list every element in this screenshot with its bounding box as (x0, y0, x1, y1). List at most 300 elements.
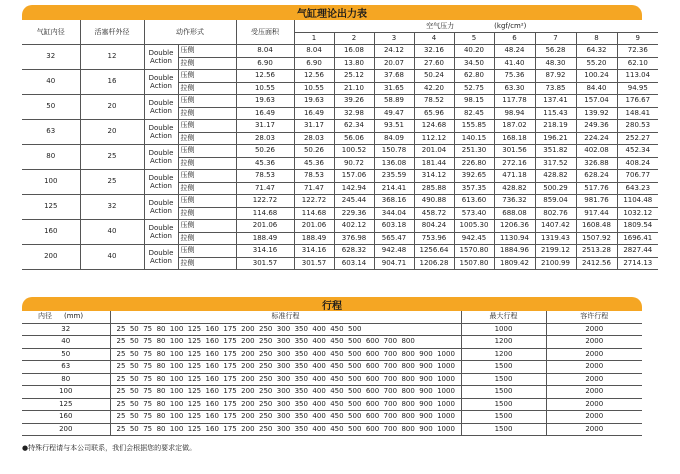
action-cell (144, 170, 178, 195)
table-row (22, 423, 642, 436)
stroke-max-cell: 1500 (461, 398, 546, 411)
pull-value: 565.47 (374, 232, 414, 245)
stroke-max-cell: 1500 (461, 373, 546, 386)
push-value: 137.41 (535, 95, 576, 108)
table-row (22, 386, 642, 399)
push-value: 78.53 (236, 170, 294, 183)
pull-value: 114.68 (236, 207, 294, 220)
push-value: 62.34 (334, 120, 374, 133)
pull-value: 55.20 (576, 57, 617, 70)
pull-value: 229.36 (334, 207, 374, 220)
stroke-allow-cell: 2000 (546, 336, 642, 349)
push-side-label: 压侧 (178, 145, 236, 158)
push-value: 122.72 (236, 195, 294, 208)
table-row (22, 411, 642, 424)
table-row (22, 45, 658, 58)
stroke-header-standard: 标准行程 (110, 311, 461, 323)
stroke-table-title: 行程 (22, 297, 642, 311)
pull-value: 2412.56 (576, 257, 617, 270)
push-value: 12.56 (236, 70, 294, 83)
push-value: 31.17 (294, 120, 334, 133)
rod-cell: 40 (80, 245, 144, 270)
action-word: Action (150, 207, 172, 215)
pull-value: 16.49 (236, 107, 294, 120)
push-value: 56.28 (535, 45, 576, 58)
rod-cell: 25 (80, 145, 144, 170)
pull-value: 168.18 (494, 132, 535, 145)
force-header-row (22, 20, 658, 33)
pull-value: 16.49 (294, 107, 334, 120)
stroke-bore-unit: (mm) (64, 312, 84, 320)
table-row (22, 170, 658, 183)
pull-value: 98.94 (494, 107, 535, 120)
pull-value: 48.30 (535, 57, 576, 70)
push-value: 628.24 (576, 170, 617, 183)
push-value: 351.82 (535, 145, 576, 158)
push-value: 25.12 (334, 70, 374, 83)
bore-cell: 40 (22, 70, 80, 95)
push-value: 613.60 (454, 195, 494, 208)
push-value: 314.16 (236, 245, 294, 258)
push-value: 117.78 (494, 95, 535, 108)
pull-value: 500.29 (535, 182, 576, 195)
standard-stroke-list: 25 50 75 80 100 125 160 175 200 250 300 350 400 450 500 600 700 800 900 1000 (116, 412, 455, 420)
rod-cell: 20 (80, 95, 144, 120)
stroke-table (22, 311, 642, 436)
pull-value: 71.47 (294, 182, 334, 195)
stroke-bore-cell: 125 (22, 398, 110, 411)
pull-value: 188.49 (236, 232, 294, 245)
pull-value: 142.94 (334, 182, 374, 195)
push-value: 2513.28 (576, 245, 617, 258)
table-row (22, 70, 658, 83)
action-word: Double (148, 174, 174, 182)
stroke-header-allow: 容许行程 (546, 311, 642, 323)
pull-value: 272.16 (494, 157, 535, 170)
stroke-allow-cell: 2000 (546, 411, 642, 424)
table-row (22, 145, 658, 158)
pull-value: 603.14 (334, 257, 374, 270)
pull-value: 84.09 (374, 132, 414, 145)
pressure-col-header: 1 (294, 33, 334, 45)
stroke-max-cell: 1500 (461, 386, 546, 399)
pull-value: 904.71 (374, 257, 414, 270)
pressure-col-header: 2 (334, 33, 374, 45)
push-value: 78.52 (414, 95, 454, 108)
standard-stroke-list: 25 50 75 80 100 125 160 175 200 250 300 350 400 450 500 600 700 800 900 1000 (116, 387, 455, 395)
pull-value: 753.96 (414, 232, 454, 245)
pull-value: 2714.13 (617, 257, 658, 270)
table-row (22, 120, 658, 133)
table-row (22, 361, 642, 374)
push-value: 628.32 (334, 245, 374, 258)
action-word: Action (150, 132, 172, 140)
action-word: Double (148, 249, 174, 257)
pull-value: 71.47 (236, 182, 294, 195)
push-value: 942.48 (374, 245, 414, 258)
push-value: 1570.80 (454, 245, 494, 258)
action-word: Double (148, 149, 174, 157)
pull-value: 10.55 (294, 82, 334, 95)
stroke-header-row (22, 311, 642, 323)
action-word: Action (150, 57, 172, 65)
pull-value: 140.15 (454, 132, 494, 145)
action-word: Double (148, 199, 174, 207)
rod-cell: 12 (80, 45, 144, 70)
push-value: 100.24 (576, 70, 617, 83)
pull-value: 1032.12 (617, 207, 658, 220)
pressure-col-header: 8 (576, 33, 617, 45)
pull-value: 428.82 (494, 182, 535, 195)
standard-stroke-list: 25 50 75 80 100 125 160 175 200 250 300 350 400 450 500 600 700 800 (116, 337, 415, 345)
stroke-bore-cell: 32 (22, 323, 110, 336)
stroke-allow-cell: 2000 (546, 373, 642, 386)
pull-value: 1507.92 (576, 232, 617, 245)
push-value: 176.67 (617, 95, 658, 108)
push-value: 19.63 (236, 95, 294, 108)
push-value: 314.12 (414, 170, 454, 183)
table-row (22, 195, 658, 208)
stroke-allow-cell: 2000 (546, 323, 642, 336)
bore-cell: 100 (22, 170, 80, 195)
bore-cell: 80 (22, 145, 80, 170)
push-value: 736.32 (494, 195, 535, 208)
pull-value: 32.98 (334, 107, 374, 120)
push-value: 50.26 (294, 145, 334, 158)
push-value: 157.06 (334, 170, 374, 183)
pull-side-label: 拉侧 (178, 82, 236, 95)
pull-side-label: 拉侧 (178, 207, 236, 220)
stroke-bore-cell: 80 (22, 373, 110, 386)
push-value: 40.20 (454, 45, 494, 58)
pull-value: 1507.80 (454, 257, 494, 270)
push-value: 1608.48 (576, 220, 617, 233)
pull-value: 34.50 (454, 57, 494, 70)
push-value: 157.04 (576, 95, 617, 108)
push-value: 603.18 (374, 220, 414, 233)
pull-value: 90.72 (334, 157, 374, 170)
action-cell (144, 195, 178, 220)
push-value: 251.30 (454, 145, 494, 158)
action-word: Action (150, 82, 172, 90)
stroke-bore-label: 内径 (38, 312, 52, 320)
push-value: 19.63 (294, 95, 334, 108)
push-value: 981.76 (576, 195, 617, 208)
push-side-label: 压侧 (178, 220, 236, 233)
push-value: 1809.54 (617, 220, 658, 233)
stroke-bore-cell: 100 (22, 386, 110, 399)
table-row (22, 348, 642, 361)
stroke-standard-cell (110, 373, 461, 386)
push-value: 150.78 (374, 145, 414, 158)
push-value: 201.04 (414, 145, 454, 158)
pull-value: 226.80 (454, 157, 494, 170)
push-side-label: 压侧 (178, 45, 236, 58)
pull-value: 802.76 (535, 207, 576, 220)
stroke-bore-cell: 160 (22, 411, 110, 424)
push-value: 201.06 (294, 220, 334, 233)
stroke-max-cell: 1200 (461, 336, 546, 349)
standard-stroke-list: 25 50 75 80 100 125 160 175 200 250 300 350 400 450 500 600 700 800 900 1000 (116, 374, 455, 383)
bore-cell: 32 (22, 45, 80, 70)
pull-value: 63.30 (494, 82, 535, 95)
push-value: 218.19 (535, 120, 576, 133)
push-value: 32.16 (414, 45, 454, 58)
pull-side-label: 拉侧 (178, 257, 236, 270)
bore-cell: 160 (22, 220, 80, 245)
push-value: 155.85 (454, 120, 494, 133)
pull-value: 45.36 (236, 157, 294, 170)
table-row (22, 220, 658, 233)
push-value: 58.89 (374, 95, 414, 108)
action-word: Double (148, 49, 174, 57)
action-word: Action (150, 182, 172, 190)
push-value: 98.15 (454, 95, 494, 108)
push-value: 859.04 (535, 195, 576, 208)
footnote: ●特殊行程请与本公司联系，我们会根据您的要求定做。 (22, 444, 197, 452)
pull-value: 65.96 (414, 107, 454, 120)
standard-stroke-list: 25 50 75 80 100 125 160 175 200 250 300 350 400 450 500 600 700 800 900 1000 (116, 424, 455, 433)
pull-value: 252.27 (617, 132, 658, 145)
rod-cell: 32 (80, 195, 144, 220)
push-value: 314.16 (294, 245, 334, 258)
pull-value: 114.68 (294, 207, 334, 220)
push-value: 368.16 (374, 195, 414, 208)
pull-value: 2100.99 (535, 257, 576, 270)
pull-value: 112.12 (414, 132, 454, 145)
pull-value: 285.88 (414, 182, 454, 195)
push-value: 201.06 (236, 220, 294, 233)
table-row (22, 323, 642, 336)
pull-value: 1319.43 (535, 232, 576, 245)
action-word: Action (150, 232, 172, 240)
pull-value: 148.41 (617, 107, 658, 120)
standard-stroke-list: 25 50 75 80 100 125 160 175 200 250 300 350 400 450 500 (116, 324, 362, 333)
stroke-max-cell: 1500 (461, 411, 546, 424)
pull-value: 357.35 (454, 182, 494, 195)
push-side-label: 压侧 (178, 120, 236, 133)
pull-value: 196.21 (535, 132, 576, 145)
pressure-label: 空气压力 (426, 22, 455, 30)
push-value: 50.26 (236, 145, 294, 158)
table-row (22, 336, 642, 349)
force-table-title: 气缸理论出力表 (22, 5, 642, 20)
push-value: 490.88 (414, 195, 454, 208)
push-value: 402.08 (576, 145, 617, 158)
pull-value: 41.40 (494, 57, 535, 70)
push-value: 392.65 (454, 170, 494, 183)
stroke-bore-cell: 40 (22, 336, 110, 349)
pull-value: 21.10 (334, 82, 374, 95)
pull-side-label: 拉侧 (178, 232, 236, 245)
push-value: 8.04 (294, 45, 334, 58)
push-value: 16.08 (334, 45, 374, 58)
pull-side-label: 拉侧 (178, 107, 236, 120)
pull-value: 942.45 (454, 232, 494, 245)
push-value: 122.72 (294, 195, 334, 208)
header-rod: 活塞杆外径 (80, 20, 144, 45)
action-cell (144, 70, 178, 95)
push-value: 235.59 (374, 170, 414, 183)
pull-value: 82.45 (454, 107, 494, 120)
push-value: 64.32 (576, 45, 617, 58)
table-row (22, 373, 642, 386)
push-value: 249.36 (576, 120, 617, 133)
push-value: 8.04 (236, 45, 294, 58)
action-cell (144, 220, 178, 245)
action-word: Double (148, 124, 174, 132)
pull-value: 1206.28 (414, 257, 454, 270)
push-value: 452.34 (617, 145, 658, 158)
pull-value: 643.23 (617, 182, 658, 195)
push-value: 1104.48 (617, 195, 658, 208)
action-cell (144, 95, 178, 120)
action-word: Action (150, 157, 172, 165)
action-word: Double (148, 224, 174, 232)
action-word: Action (150, 257, 172, 265)
pull-side-label: 拉侧 (178, 57, 236, 70)
standard-stroke-list: 25 50 75 80 100 125 160 175 200 250 300 350 400 450 500 600 700 800 900 1000 (116, 399, 455, 408)
pull-value: 13.80 (334, 57, 374, 70)
pressure-col-header: 7 (535, 33, 576, 45)
push-value: 100.52 (334, 145, 374, 158)
pull-value: 188.49 (294, 232, 334, 245)
push-value: 50.24 (414, 70, 454, 83)
push-value: 78.53 (294, 170, 334, 183)
stroke-standard-cell (110, 361, 461, 374)
rod-cell: 25 (80, 170, 144, 195)
pull-value: 10.55 (236, 82, 294, 95)
push-value: 280.53 (617, 120, 658, 133)
stroke-standard-cell (110, 348, 461, 361)
table-row (22, 95, 658, 108)
pull-side-label: 拉侧 (178, 182, 236, 195)
header-action: 动作形式 (144, 20, 236, 45)
push-value: 804.24 (414, 220, 454, 233)
header-area: 受压面积 (236, 20, 294, 45)
push-value: 75.36 (494, 70, 535, 83)
action-cell (144, 145, 178, 170)
pull-value: 1130.94 (494, 232, 535, 245)
stroke-standard-cell (110, 323, 461, 336)
push-value: 187.02 (494, 120, 535, 133)
pull-value: 376.98 (334, 232, 374, 245)
push-value: 12.56 (294, 70, 334, 83)
header-pressure (294, 20, 658, 33)
table-row (22, 245, 658, 258)
action-cell (144, 245, 178, 270)
pull-value: 28.03 (294, 132, 334, 145)
stroke-standard-cell (110, 336, 461, 349)
pull-value: 115.43 (535, 107, 576, 120)
pull-value: 517.76 (576, 182, 617, 195)
pressure-col-header: 6 (494, 33, 535, 45)
pull-value: 224.24 (576, 132, 617, 145)
stroke-standard-cell (110, 386, 461, 399)
push-value: 87.92 (535, 70, 576, 83)
pull-value: 181.44 (414, 157, 454, 170)
push-side-label: 压侧 (178, 245, 236, 258)
stroke-allow-cell: 2000 (546, 348, 642, 361)
bore-cell: 50 (22, 95, 80, 120)
pull-value: 62.10 (617, 57, 658, 70)
pull-value: 49.47 (374, 107, 414, 120)
action-cell (144, 120, 178, 145)
bore-cell: 200 (22, 245, 80, 270)
stroke-max-cell: 1200 (461, 348, 546, 361)
pull-value: 52.75 (454, 82, 494, 95)
pull-side-label: 拉侧 (178, 132, 236, 145)
push-value: 245.44 (334, 195, 374, 208)
pull-value: 317.52 (535, 157, 576, 170)
pull-value: 31.65 (374, 82, 414, 95)
pressure-col-header: 5 (454, 33, 494, 45)
pull-value: 139.92 (576, 107, 617, 120)
stroke-header-bore (22, 311, 110, 323)
push-side-label: 压侧 (178, 195, 236, 208)
push-side-label: 压侧 (178, 70, 236, 83)
stroke-max-cell: 1500 (461, 361, 546, 374)
push-value: 93.51 (374, 120, 414, 133)
pull-value: 408.24 (617, 157, 658, 170)
pressure-col-header: 9 (617, 33, 658, 45)
stroke-max-cell: 1000 (461, 323, 546, 336)
stroke-bore-cell: 200 (22, 423, 110, 436)
pull-value: 45.36 (294, 157, 334, 170)
stroke-bore-cell: 63 (22, 361, 110, 374)
stroke-allow-cell: 2000 (546, 361, 642, 374)
pull-value: 73.85 (535, 82, 576, 95)
table-row (22, 398, 642, 411)
pull-value: 917.44 (576, 207, 617, 220)
pull-value: 84.40 (576, 82, 617, 95)
pull-value: 28.03 (236, 132, 294, 145)
push-value: 31.17 (236, 120, 294, 133)
push-value: 1884.96 (494, 245, 535, 258)
push-value: 1206.36 (494, 220, 535, 233)
bore-cell: 125 (22, 195, 80, 220)
stroke-allow-cell: 2000 (546, 398, 642, 411)
stroke-allow-cell: 2000 (546, 386, 642, 399)
force-table (22, 20, 658, 270)
pressure-col-header: 3 (374, 33, 414, 45)
pull-value: 6.90 (294, 57, 334, 70)
pull-value: 573.40 (454, 207, 494, 220)
stroke-standard-cell (110, 423, 461, 436)
action-cell (144, 45, 178, 70)
push-value: 402.12 (334, 220, 374, 233)
push-side-label: 压侧 (178, 95, 236, 108)
push-value: 301.56 (494, 145, 535, 158)
push-value: 2827.44 (617, 245, 658, 258)
rod-cell: 40 (80, 220, 144, 245)
push-value: 2199.12 (535, 245, 576, 258)
pull-value: 20.07 (374, 57, 414, 70)
bore-cell: 63 (22, 120, 80, 145)
action-word: Action (150, 107, 172, 115)
pull-value: 214.41 (374, 182, 414, 195)
stroke-standard-cell (110, 398, 461, 411)
stroke-allow-cell: 2000 (546, 423, 642, 436)
pressure-col-header: 4 (414, 33, 454, 45)
push-value: 37.68 (374, 70, 414, 83)
action-word: Double (148, 99, 174, 107)
stroke-bore-cell: 50 (22, 348, 110, 361)
push-value: 1407.42 (535, 220, 576, 233)
pull-side-label: 拉侧 (178, 157, 236, 170)
standard-stroke-list: 25 50 75 80 100 125 160 175 200 250 300 350 400 450 500 600 700 800 900 1000 (116, 349, 455, 358)
pull-value: 56.06 (334, 132, 374, 145)
